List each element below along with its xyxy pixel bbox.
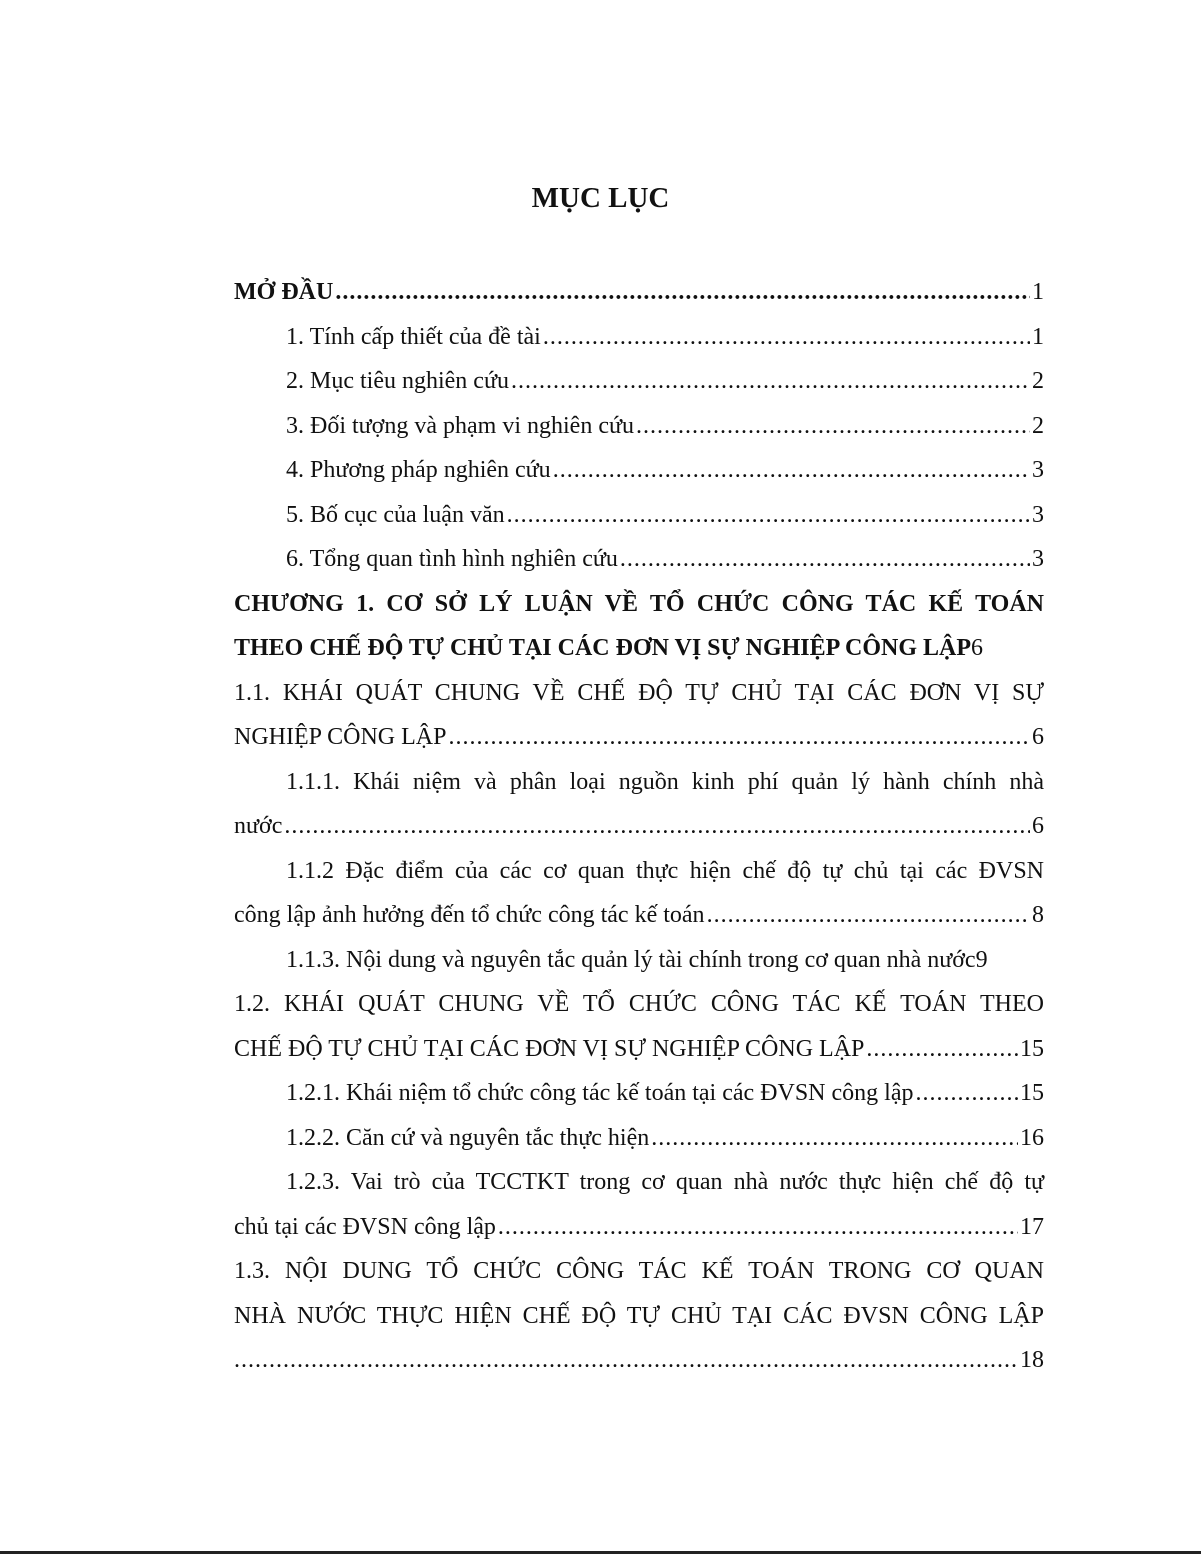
toc-page-number: 1 (1032, 279, 1044, 305)
toc-leader-dots (507, 493, 1030, 538)
toc-page-number: 1 (1032, 323, 1044, 350)
toc-section-1-3-line3[interactable] (234, 1338, 1044, 1383)
table-of-contents (234, 270, 1044, 1383)
toc-section-1-2-2[interactable] (234, 1116, 1044, 1161)
toc-entry-text: 5. Bố cục của luận văn (286, 501, 505, 528)
toc-page-number: 15 (1020, 1035, 1044, 1062)
toc-leader-dots (915, 1071, 1018, 1116)
toc-leader-dots (234, 1338, 1018, 1383)
toc-leader-dots (511, 359, 1030, 404)
toc-entry-text: 2. Mục tiêu nghiên cứu (286, 368, 509, 394)
toc-leader-dots (707, 893, 1030, 938)
toc-leader-dots (284, 804, 1030, 849)
toc-chapter-1-line1[interactable]: CHƯƠNG 1. CƠ SỞ LÝ LUẬN VỀ TỔ CHỨC CÔNG TÁC KẾ TOÁN (234, 590, 1044, 617)
toc-leader-dots (553, 448, 1030, 493)
toc-page-number: 6 (1032, 813, 1044, 839)
toc-page-number: 3 (1032, 546, 1044, 572)
toc-entry-text: 3. Đối tượng và phạm vi nghiên cứu (286, 412, 634, 439)
page-title: MỤC LỤC (531, 182, 670, 214)
toc-page-number: 6 (970, 635, 983, 661)
toc-page-number: 3 (1032, 457, 1044, 483)
toc-leader-dots (543, 315, 1030, 360)
toc-entry-text: NGHIỆP CÔNG LẬP (234, 724, 447, 750)
toc-section-1-1-line2[interactable] (234, 715, 1044, 760)
toc-page-number: 3 (1032, 501, 1044, 528)
toc-entry-text: nước (234, 813, 283, 839)
toc-leader-dots (498, 1205, 1018, 1250)
toc-leader-dots (448, 715, 1030, 760)
toc-entry-text: CHẾ ĐỘ TỰ CHỦ TẠI CÁC ĐƠN VỊ SỰ NGHIỆP CÔNG LẬP (234, 1035, 865, 1062)
toc-entry-text: 1. Tính cấp thiết của đề tài (286, 323, 541, 350)
toc-section-1-1-2-line2[interactable] (234, 893, 1044, 938)
toc-entry-5[interactable] (234, 493, 1044, 538)
toc-entry-text: 1.1.3. Nội dung và nguyên tắc quản lý tài chính trong cơ quan nhà nước (286, 946, 976, 973)
toc-entry-mo-dau[interactable] (234, 270, 1044, 315)
toc-entry-text: 1.2.1. Khái niệm tổ chức công tác kế toán tại các ĐVSN công lập (286, 1080, 914, 1106)
toc-entry-3[interactable] (234, 404, 1044, 449)
toc-entry-1[interactable] (234, 315, 1044, 360)
toc-section-1-2-1[interactable] (234, 1071, 1044, 1116)
toc-page-number: 16 (1020, 1124, 1044, 1151)
toc-entry-text: công lập ảnh hưởng đến tổ chức công tác kế toán (234, 902, 705, 928)
toc-leader-dots (335, 270, 1030, 315)
toc-page-number: 17 (1020, 1213, 1044, 1240)
toc-section-1-1-2-line1[interactable]: 1.1.2 Đặc điểm của các cơ quan thực hiện chế độ tự chủ tại các ĐVSN (286, 857, 1044, 884)
toc-entry-text: 4. Phương pháp nghiên cứu (286, 457, 551, 483)
toc-entry-text: 1.2.2. Căn cứ và nguyên tắc thực hiện (286, 1124, 650, 1151)
toc-chapter-1-line2[interactable] (234, 626, 1044, 671)
toc-section-1-3-line2[interactable]: NHÀ NƯỚC THỰC HIỆN CHẾ ĐỘ TỰ CHỦ TẠI CÁC ĐVSN CÔNG LẬP (234, 1302, 1044, 1329)
toc-page-number: 2 (1032, 368, 1044, 394)
toc-page-number: 15 (1020, 1080, 1044, 1106)
toc-entry-text: THEO CHẾ ĐỘ TỰ CHỦ TẠI CÁC ĐƠN VỊ SỰ NGHIỆP CÔNG LẬP (234, 635, 971, 661)
toc-page-number: 2 (1032, 412, 1044, 439)
toc-section-1-2-3-line1[interactable]: 1.2.3. Vai trò của TCCTKT trong cơ quan nhà nước thực hiện chế độ tự (286, 1169, 1044, 1195)
toc-section-1-1-1-line1[interactable]: 1.1.1. Khái niệm và phân loại nguồn kinh phí quản lý hành chính nhà (286, 768, 1044, 795)
toc-entry-text: chủ tại các ĐVSN công lập (234, 1213, 496, 1240)
toc-section-1-3-line1[interactable]: 1.3. NỘI DUNG TỔ CHỨC CÔNG TÁC KẾ TOÁN TRONG CƠ QUAN (234, 1258, 1044, 1284)
toc-section-1-1-1-line2[interactable] (234, 804, 1044, 849)
toc-page-number: 8 (1032, 902, 1044, 928)
toc-leader-dots (651, 1116, 1018, 1161)
toc-entry-2[interactable] (234, 359, 1044, 404)
toc-leader-dots (620, 537, 1030, 582)
toc-page-number: 18 (1020, 1347, 1044, 1373)
toc-section-1-2-line1[interactable]: 1.2. KHÁI QUÁT CHUNG VỀ TỔ CHỨC CÔNG TÁC KẾ TOÁN THEO (234, 991, 1044, 1017)
toc-section-1-1-3[interactable] (234, 938, 1044, 983)
toc-entry-4[interactable] (234, 448, 1044, 493)
toc-section-1-1-line1[interactable]: 1.1. KHÁI QUÁT CHUNG VỀ CHẾ ĐỘ TỰ CHỦ TẠI CÁC ĐƠN VỊ SỰ (234, 679, 1044, 706)
toc-section-1-2-line2[interactable] (234, 1027, 1044, 1072)
toc-leader-dots (636, 404, 1030, 449)
toc-leader-dots (866, 1027, 1018, 1072)
toc-entry-text: MỞ ĐẦU (234, 279, 334, 305)
toc-section-1-2-3-line2[interactable] (234, 1205, 1044, 1250)
toc-page-number: 9 (975, 946, 988, 973)
toc-page-number: 6 (1032, 724, 1044, 750)
toc-entry-text: 6. Tổng quan tình hình nghiên cứu (286, 546, 618, 572)
toc-entry-6[interactable] (234, 537, 1044, 582)
